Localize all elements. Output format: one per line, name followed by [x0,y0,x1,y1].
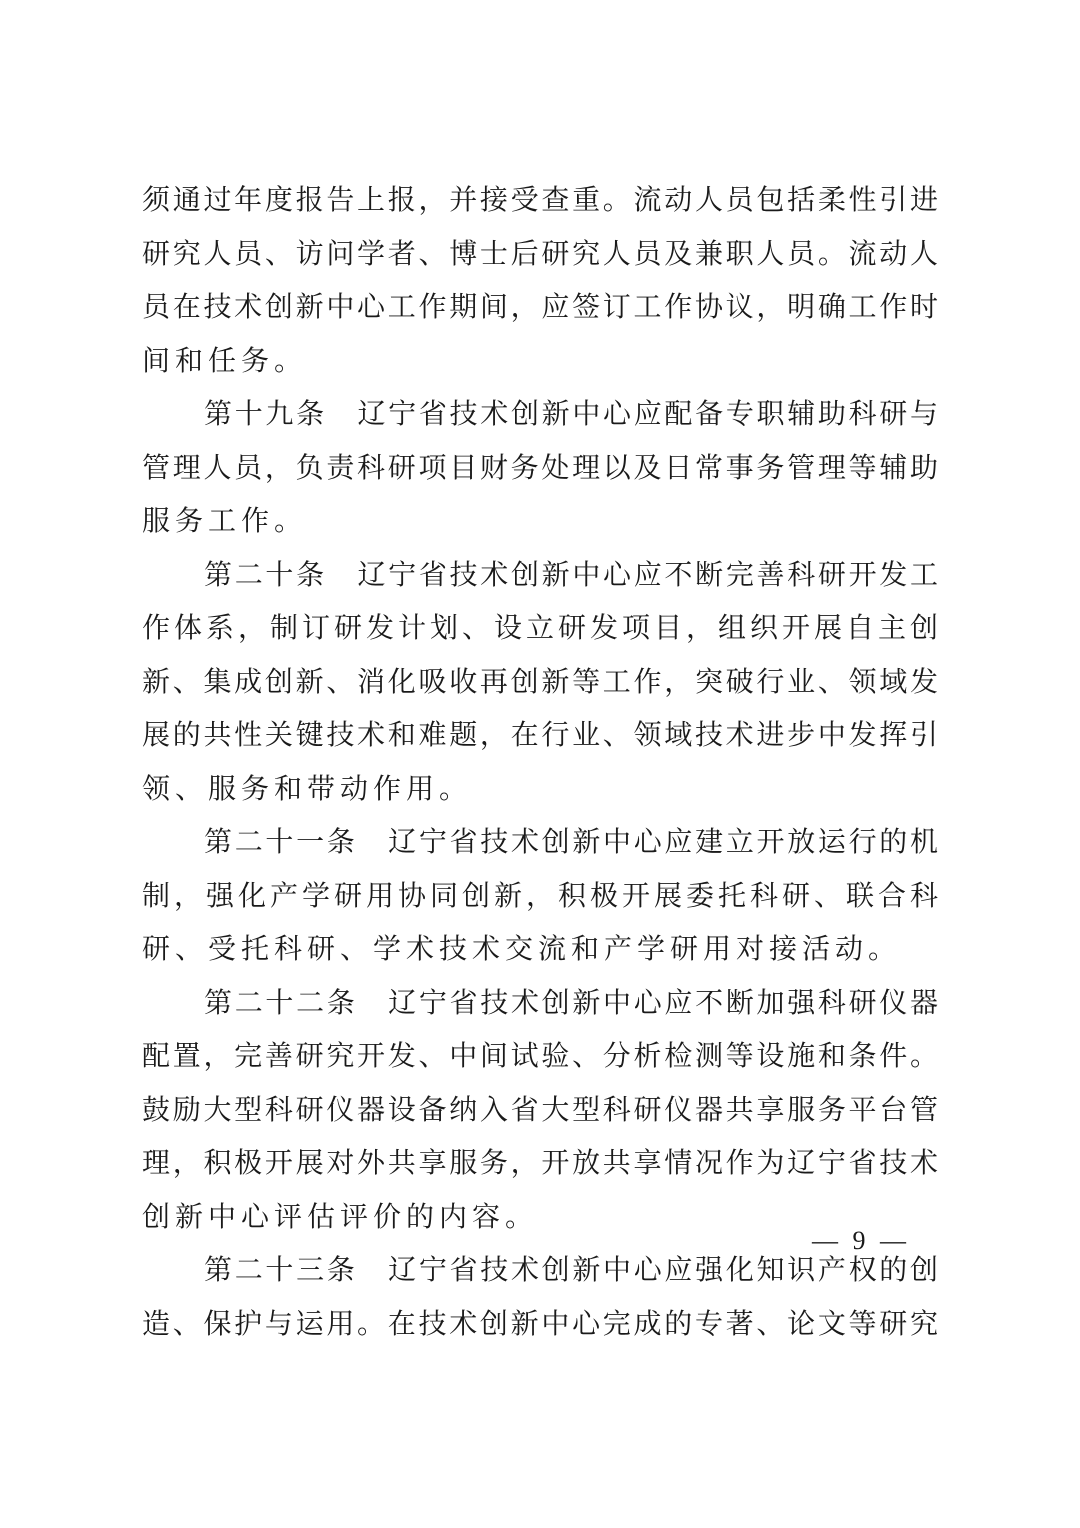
text-line: 第十九条 辽宁省技术创新中心应配备专职辅助科研与 [204,397,938,430]
text-line: 员在技术创新中心工作期间，应签订工作协议，明确工作时 [142,290,938,323]
text-line: 第二十条 辽宁省技术创新中心应不断完善科研开发工 [204,557,938,591]
text-line: 间和任务。 [142,343,308,377]
text-line: 第二十三条 辽宁省技术创新中心应强化知识产权的创 [204,1253,938,1286]
text-line: 配置，完善研究开发、中间试验、分析检测等设施和条件。 [142,1039,938,1072]
text-line: 制，强化产学研用协同创新，积极开展委托科研、联合科 [142,878,938,912]
paragraph [142,822,938,983]
text-line: 第二十二条 辽宁省技术创新中心应不断加强科研仪器 [204,985,938,1019]
text-line: 领、服务和带动作用。 [142,771,473,805]
paragraph [142,983,938,1251]
document-body [142,180,938,1357]
text-line: 新、集成创新、消化吸收再创新等工作，突破行业、领域发 [142,664,938,698]
text-line: 鼓励大型科研仪器设备纳入省大型科研仪器共享服务平台管 [142,1092,938,1126]
text-line: 第二十一条 辽宁省技术创新中心应建立开放运行的机 [204,825,938,858]
page-number: — 9 — [812,1226,910,1255]
text-line: 展的共性关键技术和难题，在行业、领域技术进步中发挥引 [142,718,938,751]
text-line: 造、保护与运用。在技术创新中心完成的专著、论文等研究 [142,1306,938,1340]
paragraph [142,394,938,555]
paragraph [142,1250,938,1357]
text-line: 须通过年度报告上报，并接受查重。流动人员包括柔性引进 [142,183,938,216]
paragraph [142,555,938,823]
text-line: 研、受托科研、学术技术交流和产学研用对接活动。 [142,932,902,965]
text-line: 研究人员、访问学者、博士后研究人员及兼职人员。流动人 [142,236,938,270]
text-line: 管理人员，负责科研项目财务处理以及日常事务管理等辅助 [142,450,938,484]
text-line: 创新中心评估评价的内容。 [142,1199,539,1233]
text-line: 作体系，制订研发计划、设立研发项目，组织开展自主创 [142,611,938,644]
paragraph [142,180,938,394]
text-line: 理，积极开展对外共享服务，开放共享情况作为辽宁省技术 [142,1146,938,1179]
text-line: 服务工作。 [142,504,308,537]
